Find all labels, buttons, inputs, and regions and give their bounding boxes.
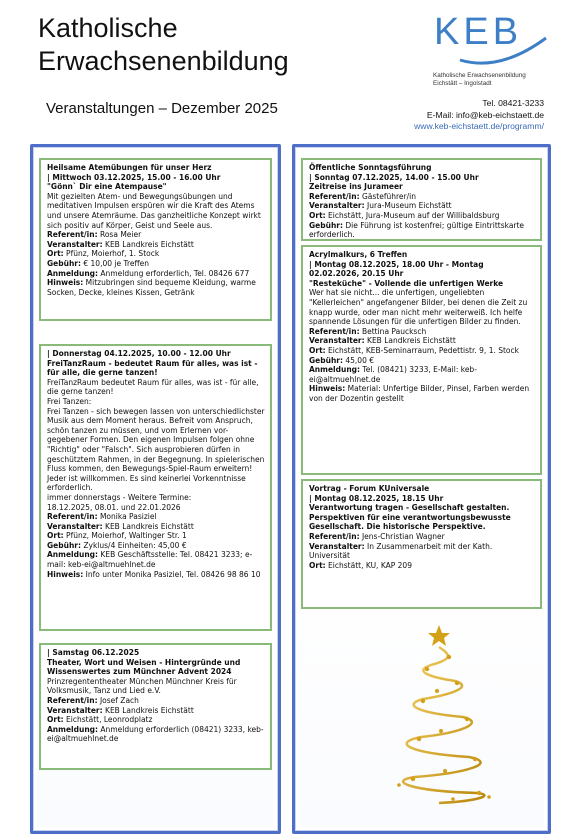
value-anmeldung: Tel. (08421) 3233, E-Mail: keb-ei@altmuehlnet.de xyxy=(309,365,477,384)
label-gebuehr: Gebühr: xyxy=(47,258,81,268)
event-card-sonntagsfuehrung xyxy=(301,158,542,241)
event-card-atemuebungen xyxy=(39,158,272,321)
value-ort: Eichstätt, KU, KAP 209 xyxy=(325,560,412,570)
value-gebuehr: 45,00 € xyxy=(343,355,375,365)
event-title: Vortrag - Forum KUniversale xyxy=(309,484,430,493)
event-title: FreiTanzRaum - bedeutet Raum für alles, was ist - für alle, die gerne tanzen! xyxy=(47,358,258,378)
event-date: | Sonntag 07.12.2025, 14.00 - 15.00 Uhr xyxy=(309,172,479,182)
value-ort: Eichstätt, Leonrodplatz xyxy=(63,715,153,725)
event-date: | Samstag 06.12.2025 xyxy=(47,648,140,657)
label-referent: Referent/in: xyxy=(47,230,98,240)
left-column xyxy=(30,144,281,834)
value-referent: Monika Pasiziel xyxy=(97,512,157,522)
logo-letters: KEB xyxy=(434,11,523,53)
label-veranstalter: Veranstalter: xyxy=(47,521,103,531)
value-anmeldung: Anmeldung erforderlich, Tel. 08426 677 xyxy=(98,268,250,278)
logo-caption-2: Eichstätt – Ingolstadt xyxy=(433,80,492,87)
event-subtitle: "Resteküche" - Vollende die unfertigen Werke xyxy=(309,278,504,288)
christmas-tree-icon xyxy=(379,621,499,806)
value-gebuehr: Die Führung ist kostenfrei; gültige Eintrittskarte erforderlich. xyxy=(309,220,525,240)
event-date: | Mittwoch 03.12.2025, 15.00 - 16.00 Uhr xyxy=(47,172,221,182)
title-line-2: Erwachsenenbildung xyxy=(38,46,289,76)
value-anmeldung: Anmeldung erforderlich (08421) 3233, keb-ei@altmuehlnet.de xyxy=(47,724,264,744)
event-subtitle: "Gönn` Dir eine Atempause" xyxy=(47,182,167,192)
right-column xyxy=(292,144,551,834)
label-ort: Ort: xyxy=(309,345,326,355)
event-card-acrylmalkurs xyxy=(301,245,542,475)
event-card-freitanzraum xyxy=(39,344,272,631)
event-subtitle: Zeitreise ins Jurameer xyxy=(309,182,403,192)
value-hinweis: Mitzubringen sind bequeme Kleidung, warme Socken, Decke, kleines Kissen, Getränk xyxy=(47,278,256,297)
title-line-1: Katholische xyxy=(38,13,178,43)
value-ort: Pfünz, Moierhof, 1. Stock xyxy=(63,249,160,259)
contact-phone: Tel. 08421-3233 xyxy=(482,98,544,108)
keb-logo xyxy=(430,8,550,78)
label-ort: Ort: xyxy=(47,249,64,259)
tree-top-star-icon xyxy=(428,625,450,646)
value-ort: Eichstätt, Jura-Museum auf der Willibaldsburg xyxy=(325,210,500,220)
value-veranstalter: KEB Landkreis Eichstätt xyxy=(102,239,194,249)
label-gebuehr: Gebühr: xyxy=(309,220,343,230)
label-anmeldung: Anmeldung: xyxy=(47,268,99,278)
value-referent: Jens-Christian Wagner xyxy=(359,531,445,541)
event-subtitle: Verantwortung tragen - Gesellschaft gestalten. Perspektiven für eine verantwortungsbewusste Gesellschaft. Die historische Perspektive. xyxy=(309,503,511,532)
value-referent: Bettina Paucksch xyxy=(359,326,427,336)
label-ort: Ort: xyxy=(47,531,64,541)
label-ort: Ort: xyxy=(47,715,64,725)
value-anmeldung: KEB Geschäftsstelle: Tel. 08421 3233; e-mail: keb-ei@altmuehlnet.de xyxy=(47,550,253,570)
value-referent: Josef Zach xyxy=(97,695,139,705)
label-referent: Referent/in: xyxy=(309,531,360,541)
event-description: Wer hat sie nicht... die unfertigen, ungeliebten "Kellerleichen" angefangener Bilder, bei denen die Zeit zu knapp wurde, oder man nicht mehr weiterweiß. Ich helfe spannende Lösungen für die unfertigen Bilder zu finden. xyxy=(309,288,528,327)
label-veranstalter: Veranstalter: xyxy=(309,201,365,211)
event-description: Prinzregententheater München Münchner Kreis für Volksmusik, Tanz und Lied e.V. xyxy=(47,676,237,696)
label-veranstalter: Veranstalter: xyxy=(309,336,365,346)
value-gebuehr: € 10,00 je Treffen xyxy=(81,258,150,268)
value-referent: Gästeführer/in xyxy=(359,191,416,201)
value-veranstalter: Jura-Museum Eichstätt xyxy=(364,201,452,211)
value-veranstalter: KEB Landkreis Eichstätt xyxy=(102,521,194,531)
event-date: | Montag 08.12.2025, 18.15 Uhr xyxy=(309,493,444,503)
contact-url[interactable]: www.keb-eichstaett.de/programm/ xyxy=(414,121,544,131)
contact-email[interactable]: E-Mail: info@keb-eichstaett.de xyxy=(426,109,544,120)
event-title: Theater, Wort und Weisen - Hintergründe und Wissenswertes zum Münchner Advent 2024 xyxy=(47,657,241,677)
label-referent: Referent/in: xyxy=(309,191,360,201)
page-title xyxy=(38,12,289,78)
label-anmeldung: Anmeldung: xyxy=(47,550,99,560)
event-description: FreiTanzRaum bedeutet Raum für alles, was ist - für alle, die gerne tanzen! Frei Tanzen: Frei Tanzen - sich bewegen lassen von unterschiedlichster Musik aus dem Moment heraus. Befreit vom Anspruch, schön tanzen zu müssen, und vom Erlernen vor-gegebener Formen. Den eigenen Impulsen folgen ohne "Richtig" oder "Falsch". Sich ausprobieren dürfen in geschütztem Rahmen, in der Begegnung. In spielerischen Fluss kommen, den Bewegungs-Spiel-Raum erweitern! Jeder ist willkommen. Es sind keinerlei Vorkenntnisse erforderlich. immer donnerstags - Weitere Termine: 18.12.2025, 08.01. und 22.01.2026 xyxy=(47,377,265,512)
event-card-vortrag-kuniversale xyxy=(301,479,542,609)
value-gebuehr: Zyklus/4 Einheiten: 45,00 € xyxy=(81,540,187,550)
value-hinweis: Material: Unfertige Bilder, Pinsel, Farben werden von der Dozentin gestellt xyxy=(309,384,530,403)
page-subtitle: Veranstaltungen – Dezember 2025 xyxy=(46,100,278,117)
label-hinweis: Hinweis: xyxy=(47,278,84,288)
logo-caption-1: Katholische Erwachsenenbildung xyxy=(433,72,526,79)
label-referent: Referent/in: xyxy=(47,512,98,522)
value-veranstalter: KEB Landkreis Eichstätt xyxy=(364,336,456,346)
tree-spiral xyxy=(403,647,484,803)
event-description: Mit gezielten Atem- und Bewegungsübungen und meditativen Impulsen erspüren wir die Kraft des Atems und unsere Atemräume. Das ganzheitliche Konzept wirkt sich positiv auf Körper, Geist und Seele aus. xyxy=(47,191,261,230)
value-veranstalter: KEB Landkreis Eichstätt xyxy=(102,705,194,715)
label-anmeldung: Anmeldung: xyxy=(47,724,99,734)
label-ort: Ort: xyxy=(309,560,326,570)
value-veranstalter: In Zusammenarbeit mit der Kath. Universität xyxy=(309,541,493,561)
event-date: | Montag 08.12.2025, 18.00 Uhr - Montag 02.02.2026, 20.15 Uhr xyxy=(309,259,484,279)
label-referent: Referent/in: xyxy=(309,326,360,336)
tree-stars xyxy=(397,655,491,801)
label-veranstalter: Veranstalter: xyxy=(47,705,103,715)
event-date: | Donnerstag 04.12.2025, 10.00 - 12.00 Uhr xyxy=(47,349,231,358)
label-gebuehr: Gebühr: xyxy=(309,355,343,365)
event-card-theater xyxy=(39,643,272,770)
label-ort: Ort: xyxy=(309,210,326,220)
value-ort: Eichstätt, KEB-Seminarraum, Pedettistr. 9, 1. Stock xyxy=(325,345,519,355)
label-veranstalter: Veranstalter: xyxy=(309,541,365,551)
label-hinweis: Hinweis: xyxy=(47,569,84,579)
label-gebuehr: Gebühr: xyxy=(47,540,81,550)
event-title: Acrylmalkurs, 6 Treffen xyxy=(309,250,408,259)
contact-block xyxy=(414,98,544,133)
label-referent: Referent/in: xyxy=(47,695,98,705)
logo-caption xyxy=(433,72,526,88)
event-title: Öffentliche Sonntagsführung xyxy=(309,163,432,172)
label-hinweis: Hinweis: xyxy=(309,384,346,394)
label-anmeldung: Anmeldung: xyxy=(309,365,361,375)
value-referent: Rosa Meier xyxy=(97,230,142,240)
value-hinweis: Info unter Monika Pasiziel, Tel. 08426 98 86 10 xyxy=(83,569,261,579)
label-veranstalter: Veranstalter: xyxy=(47,239,103,249)
value-ort: Pfünz, Moierhof, Waltinger Str. 1 xyxy=(63,531,187,541)
event-title: Heilsame Atemübungen für unser Herz xyxy=(47,163,212,172)
